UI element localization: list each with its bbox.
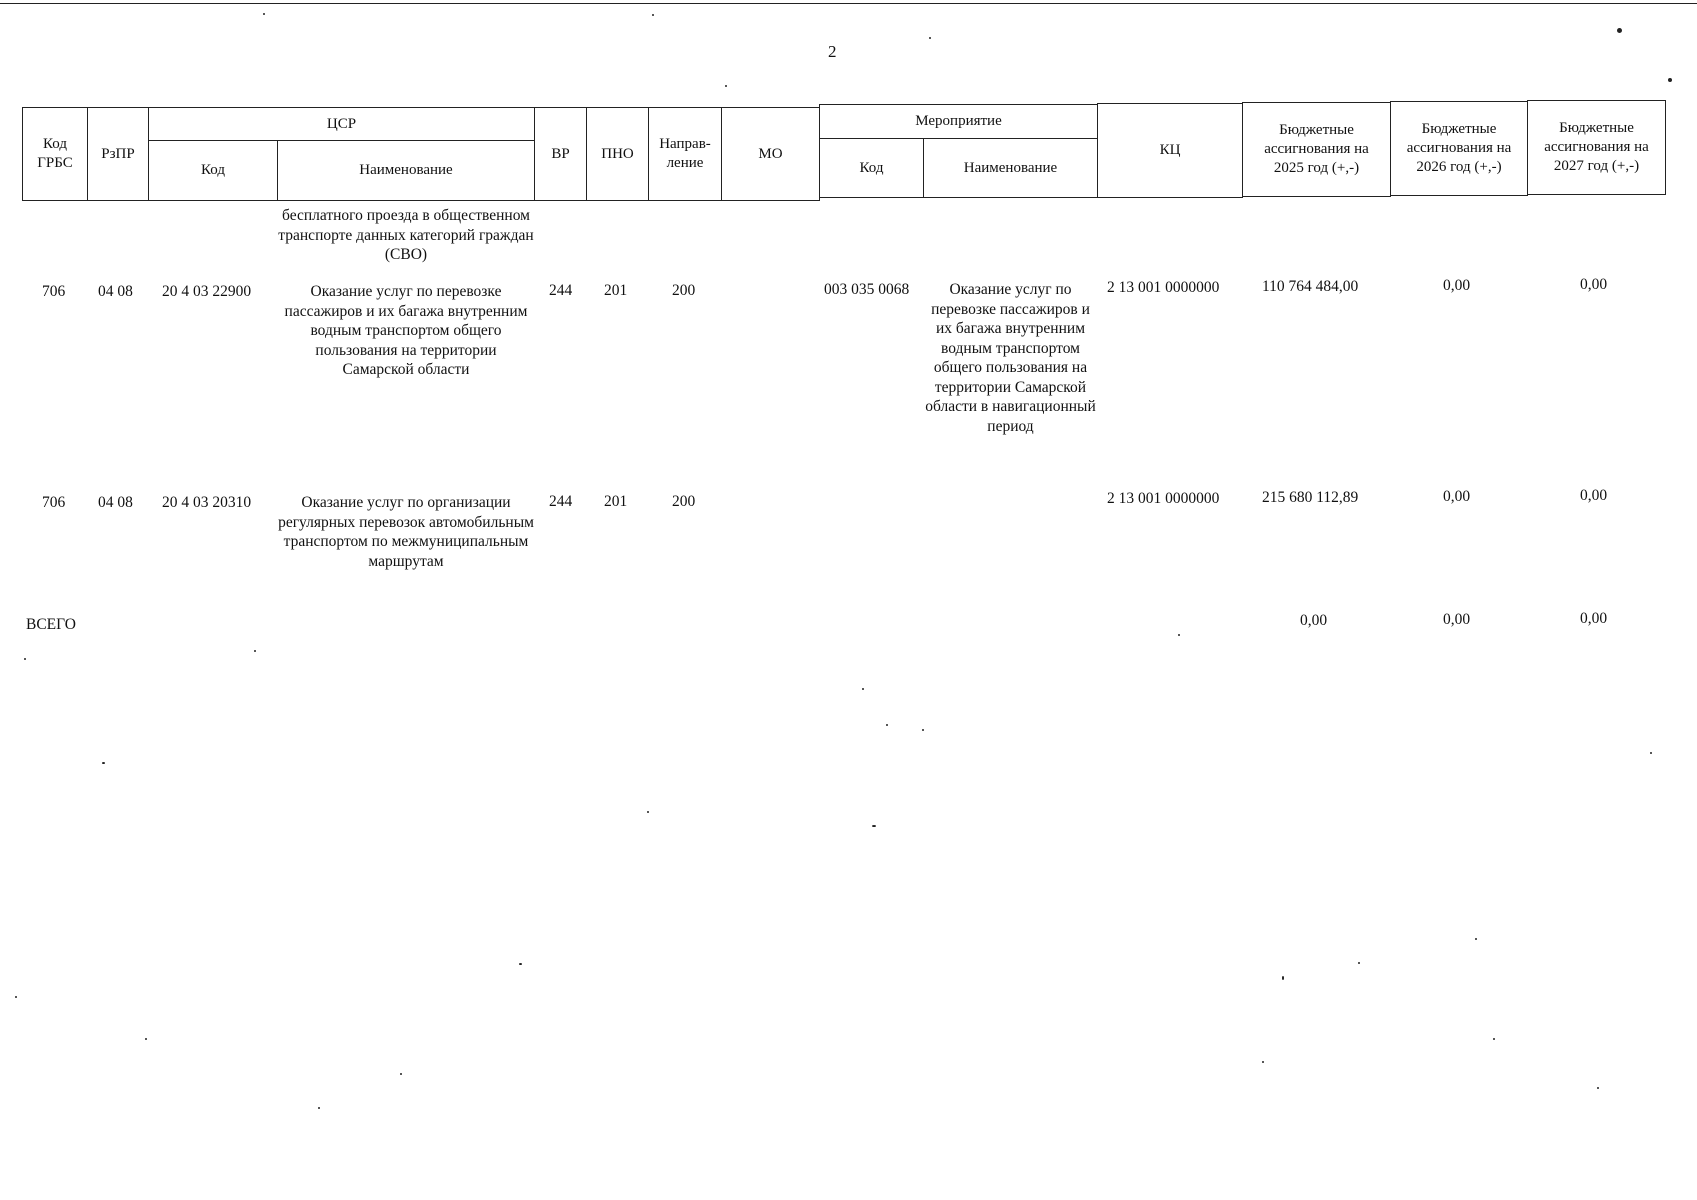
row-kc: 2 13 001 0000000 xyxy=(1107,279,1220,296)
header-meropriyatie: Мероприятие xyxy=(819,104,1098,139)
total-b2025: 0,00 xyxy=(1300,612,1328,629)
row-kc: 2 13 001 0000000 xyxy=(1107,490,1220,507)
row-b2026: 0,00 xyxy=(1443,488,1471,505)
header-b2026: Бюджетные ассигнования на 2026 год (+,-) xyxy=(1390,101,1528,196)
row-csr-kod: 20 4 03 20310 xyxy=(162,494,252,511)
header-b2027: Бюджетные ассигнования на 2027 год (+,-) xyxy=(1527,100,1666,195)
row-rzpr: 04 08 xyxy=(98,283,133,300)
header-vr: ВР xyxy=(534,107,587,201)
header-rzpr: РзПР xyxy=(87,107,149,201)
row-b2025: 110 764 484,00 xyxy=(1262,278,1359,295)
header-kc: КЦ xyxy=(1097,103,1243,198)
row-csr-kod: 20 4 03 22900 xyxy=(162,283,252,300)
row-vr: 244 xyxy=(549,493,573,510)
row-rzpr: 04 08 xyxy=(98,494,133,511)
total-label: ВСЕГО xyxy=(26,616,76,633)
continuation-text: бесплатного проезда в общественном транспорте данных категорий граждан (СВО) xyxy=(278,207,534,263)
page-number: 2 xyxy=(828,42,837,61)
header-pno: ПНО xyxy=(586,107,649,201)
row-vr: 244 xyxy=(549,282,573,299)
header-kod-grbs: Код ГРБС xyxy=(22,107,88,201)
row-b2025: 215 680 112,89 xyxy=(1262,489,1359,506)
header-csr: ЦСР xyxy=(148,107,535,141)
top-rule xyxy=(0,3,1697,4)
row-mer-name: Оказание услуг по перевозке пассажиров и их багажа внутренним водным транспортом общего пользования на территории Самарской области в навигационный период xyxy=(925,281,1096,435)
header-mer-name: Наименование xyxy=(923,138,1098,198)
row-b2027: 0,00 xyxy=(1580,276,1608,293)
row-pno: 201 xyxy=(604,493,628,510)
header-mo: МО xyxy=(721,107,820,201)
row-grbs: 706 xyxy=(42,494,66,511)
row-b2027: 0,00 xyxy=(1580,487,1608,504)
row-napr: 200 xyxy=(672,493,696,510)
row-grbs: 706 xyxy=(42,283,66,300)
row-pno: 201 xyxy=(604,282,628,299)
header-csr-kod: Код xyxy=(148,140,278,201)
header-csr-name: Наименование xyxy=(277,140,535,201)
row-csr-name: Оказание услуг по перевозке пассажиров и их багажа внутренним водным транспортом общего пользования на территории Самарской области xyxy=(284,283,528,378)
row-csr-name: Оказание услуг по организации регулярных перевозок автомобильным транспортом по межмуниципальным маршрутам xyxy=(278,494,534,570)
header-mer-kod: Код xyxy=(819,138,924,198)
row-napr: 200 xyxy=(672,282,696,299)
total-b2027: 0,00 xyxy=(1580,610,1608,627)
total-b2026: 0,00 xyxy=(1443,611,1471,628)
header-b2025: Бюджетные ассигнования на 2025 год (+,-) xyxy=(1242,102,1391,197)
row-mer-kod: 003 035 0068 xyxy=(824,281,910,298)
row-b2026: 0,00 xyxy=(1443,277,1471,294)
header-napravlenie: Направ- ление xyxy=(648,107,722,201)
